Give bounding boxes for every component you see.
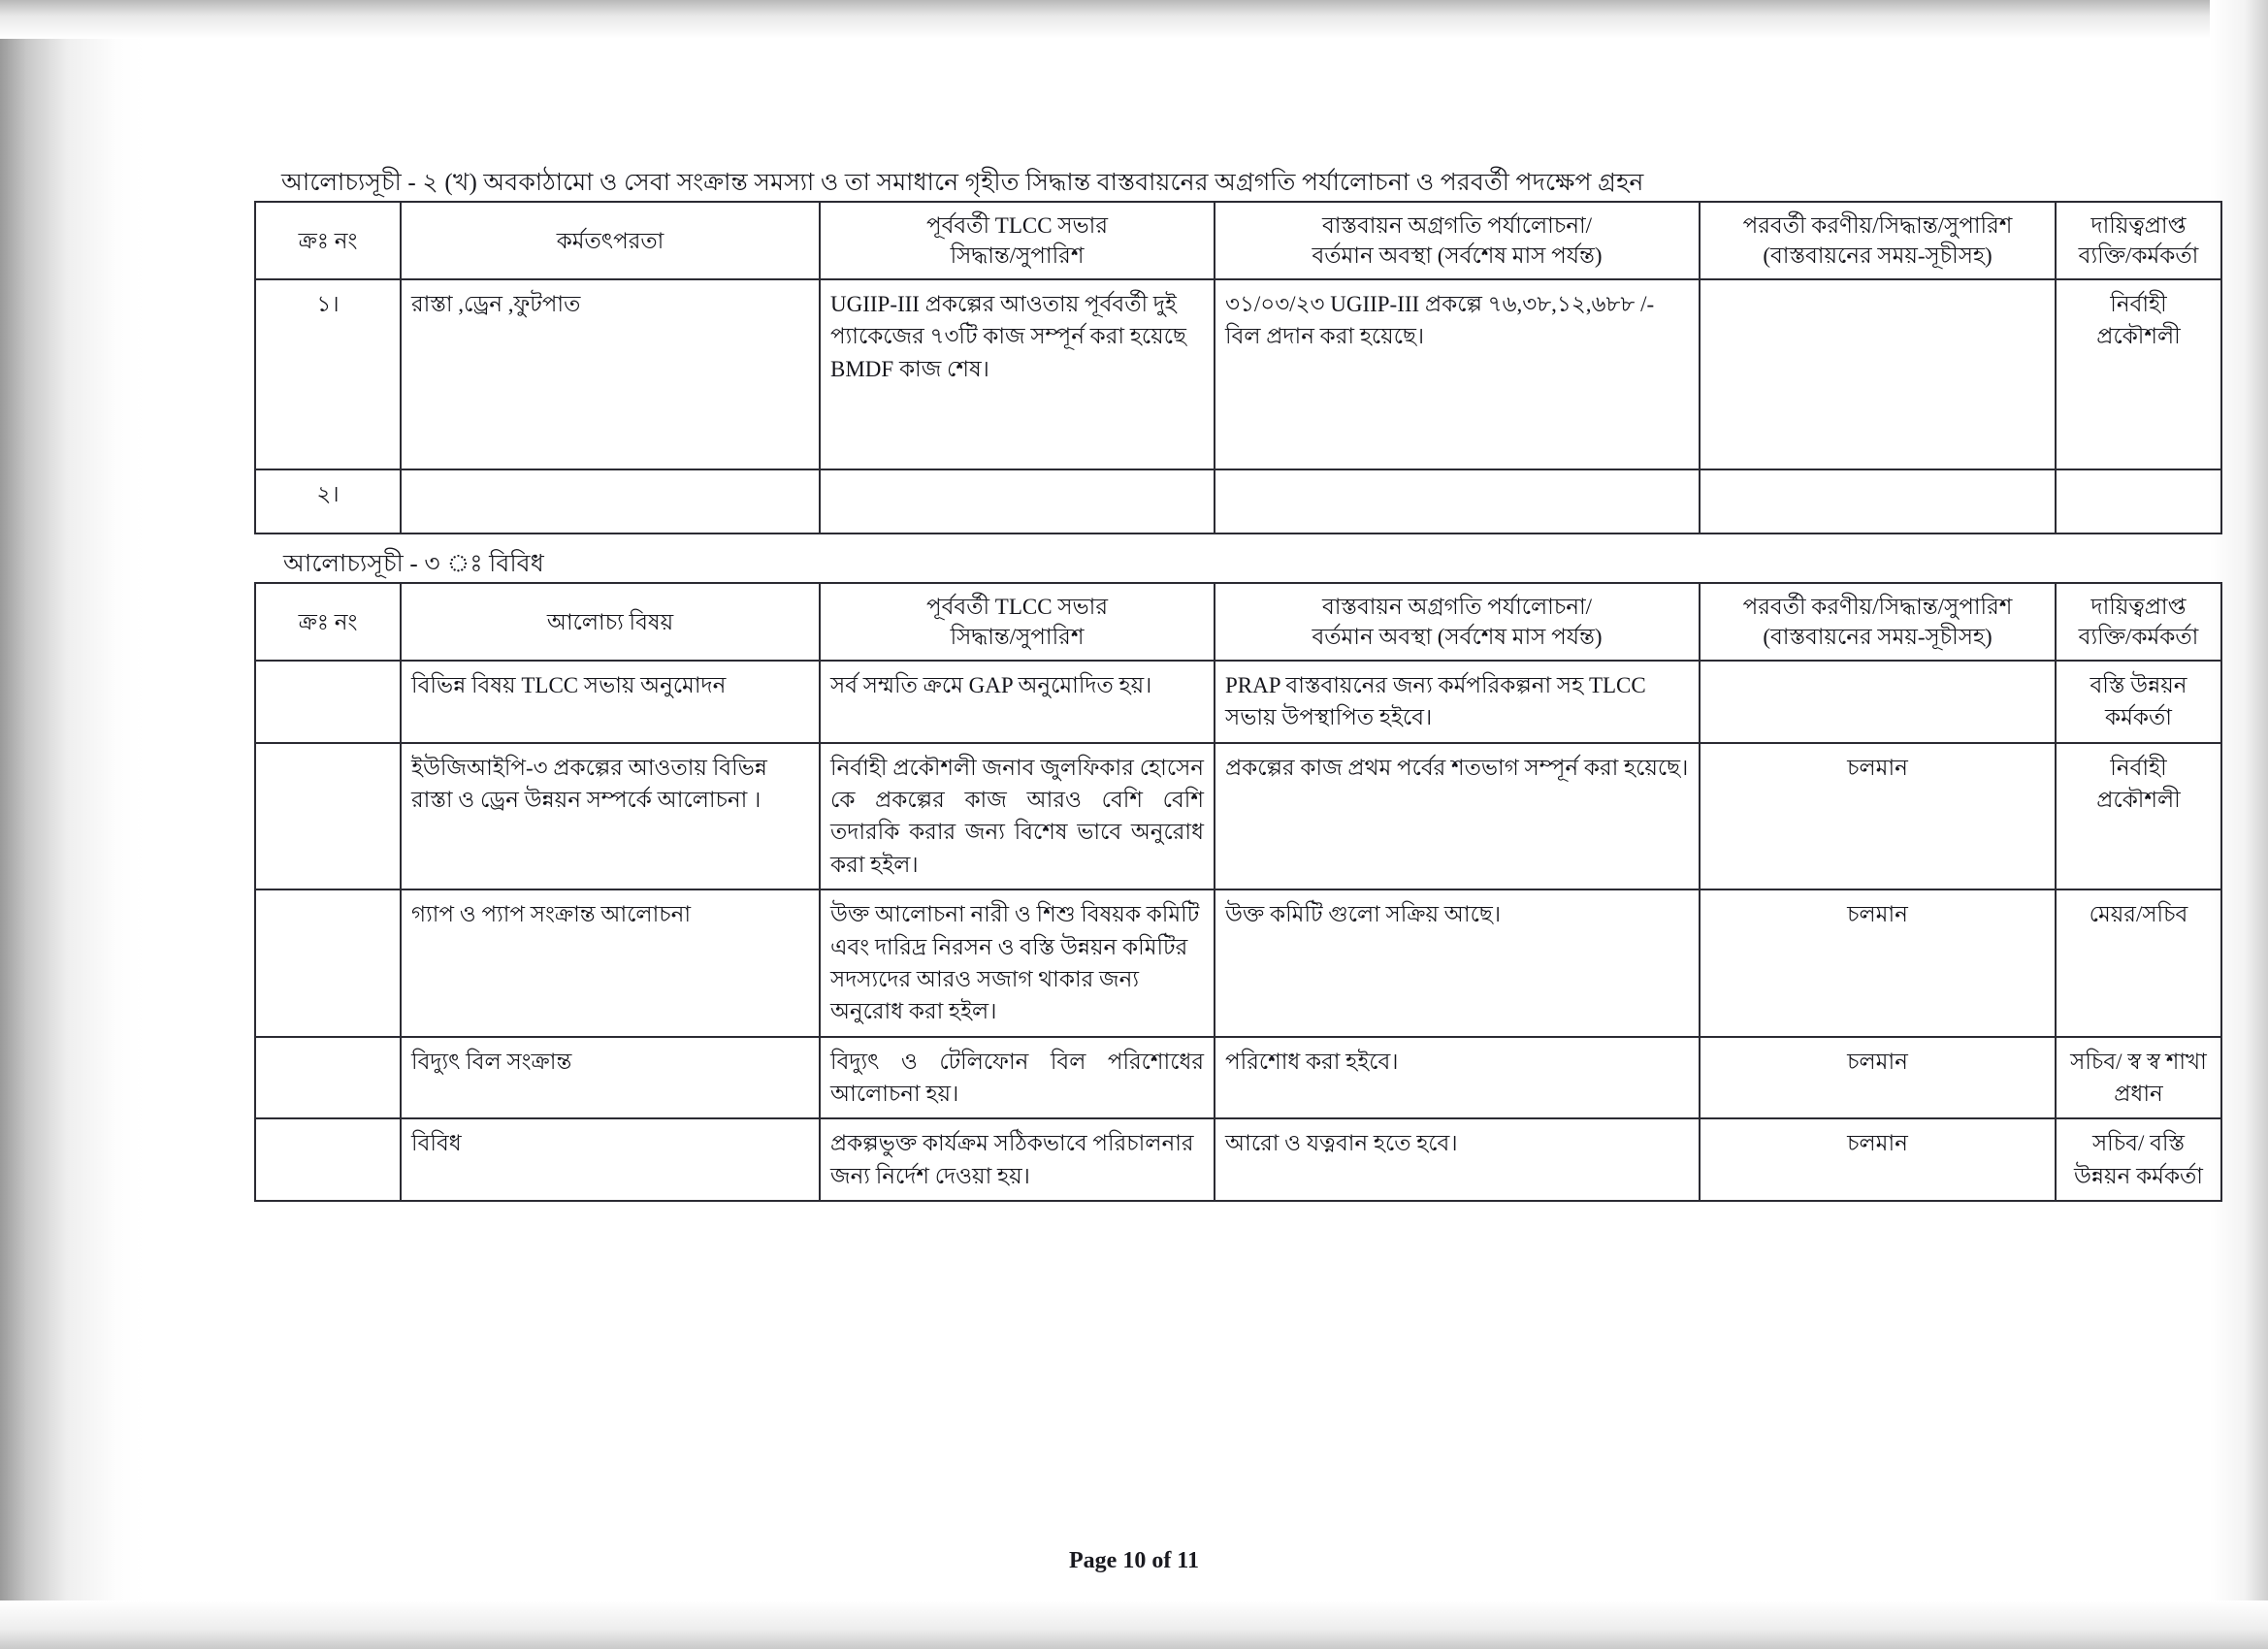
page-footer: Page 10 of 11 bbox=[1069, 1548, 1199, 1573]
section-heading-agenda-3: আলোচ্যসূচী - ৩ ঃ বিবিধ bbox=[283, 551, 544, 577]
column-header-progress bbox=[1215, 583, 1700, 661]
column-header-next-action-line2: (বাস্তবায়নের সময়-সূচীসহ) bbox=[1763, 243, 1993, 269]
table-header-row bbox=[255, 583, 2221, 661]
table-header-row bbox=[255, 202, 2221, 279]
cell-subject: বিভিন্ন বিষয় TLCC সভায় অনুমোদন bbox=[401, 661, 820, 743]
cell-progress bbox=[1215, 469, 1700, 534]
cell-serial bbox=[255, 661, 401, 743]
cell-next-action bbox=[1700, 469, 2056, 534]
column-header-activity bbox=[401, 202, 820, 279]
cell-serial bbox=[255, 1037, 401, 1119]
column-header-previous-decision bbox=[820, 583, 1215, 661]
cell-responsible: নির্বাহী প্রকৌশলী bbox=[2056, 743, 2221, 889]
cell-progress: PRAP বাস্তবায়নের জন্য কর্মপরিকল্পনা সহ TLCC সভায় উপস্থাপিত হইবে। bbox=[1215, 661, 1700, 743]
cell-progress: পরিশোধ করা হইবে। bbox=[1215, 1037, 1700, 1119]
cell-progress: ৩১/০৩/২৩ UGIIP-III প্রকল্পে ৭৬,৩৮,১২,৬৮৮ /- বিল প্রদান করা হয়েছে। bbox=[1215, 279, 1700, 469]
column-header-previous-decision-line1: পূর্ববর্তী TLCC সভার bbox=[926, 213, 1108, 238]
table-row bbox=[255, 1037, 2221, 1119]
column-header-next-action bbox=[1700, 583, 2056, 661]
column-header-previous-decision-line2: সিদ্ধান্ত/সুপারিশ bbox=[950, 625, 1085, 650]
table-row bbox=[255, 661, 2221, 743]
cell-next-action: চলমান bbox=[1700, 1118, 2056, 1201]
cell-progress: উক্ত কমিটি গুলো সক্রিয় আছে। bbox=[1215, 889, 1700, 1036]
cell-serial: ২। bbox=[255, 469, 401, 534]
table-row bbox=[255, 279, 2221, 469]
column-header-subject-line1: আলোচ্য বিষয় bbox=[546, 609, 674, 634]
cell-previous-decision: সর্ব সম্মতি ক্রমে GAP অনুমোদিত হয়। bbox=[820, 661, 1215, 743]
cell-activity bbox=[401, 469, 820, 534]
column-header-progress-line2: বর্তমান অবস্থা (সর্বশেষ মাস পর্যন্ত) bbox=[1312, 243, 1603, 269]
cell-responsible bbox=[2056, 469, 2221, 534]
cell-subject: বিদ্যুৎ বিল সংক্রান্ত bbox=[401, 1037, 820, 1119]
column-header-next-action bbox=[1700, 202, 2056, 279]
cell-responsible: নির্বাহী প্রকৌশলী bbox=[2056, 279, 2221, 469]
cell-next-action: চলমান bbox=[1700, 889, 2056, 1036]
table-row bbox=[255, 469, 2221, 534]
agenda-3-table bbox=[254, 582, 2222, 1202]
column-header-serial bbox=[255, 202, 401, 279]
cell-next-action: চলমান bbox=[1700, 1037, 2056, 1119]
cell-activity: রাস্তা ,ড্রেন ,ফুটপাত bbox=[401, 279, 820, 469]
column-header-previous-decision bbox=[820, 202, 1215, 279]
column-header-progress-line1: বাস্তবায়ন অগ্রগতি পর্যালোচনা/ bbox=[1321, 595, 1593, 619]
column-header-serial bbox=[255, 583, 401, 661]
cell-previous-decision: বিদ্যুৎ ও টেলিফোন বিল পরিশোধের আলোচনা হয়। bbox=[820, 1037, 1215, 1119]
cell-previous-decision bbox=[820, 469, 1215, 534]
column-header-progress bbox=[1215, 202, 1700, 279]
cell-responsible: সচিব/ বস্তি উন্নয়ন কর্মকর্তা bbox=[2056, 1118, 2221, 1201]
column-header-subject bbox=[401, 583, 820, 661]
column-header-next-action-line1: পরবর্তী করণীয়/সিদ্ধান্ত/সুপারিশ bbox=[1742, 213, 2013, 238]
cell-progress: আরো ও যত্নবান হতে হবে। bbox=[1215, 1118, 1700, 1201]
cell-next-action: চলমান bbox=[1700, 743, 2056, 889]
cell-next-action bbox=[1700, 661, 2056, 743]
section-heading-agenda-2b: আলোচ্যসূচী - ২ (খ) অবকাঠামো ও সেবা সংক্রান্ত সমস্যা ও তা সমাধানে গৃহীত সিদ্ধান্ত বাস্তবায়নের অগ্রগতি পর্যালোচনা ও পরবর্তী পদক্ষেপ গ্রহন bbox=[281, 170, 1644, 196]
column-header-serial-line1: ক্রঃ নং bbox=[298, 609, 358, 634]
column-header-progress-line1: বাস্তবায়ন অগ্রগতি পর্যালোচনা/ bbox=[1321, 213, 1593, 238]
column-header-previous-decision-line1: পূর্ববর্তী TLCC সভার bbox=[926, 595, 1108, 619]
cell-progress: প্রকল্পের কাজ প্রথম পর্বের শতভাগ সম্পূর্ন করা হয়েছে। bbox=[1215, 743, 1700, 889]
cell-subject: গ্যাপ ও প্যাপ সংক্রান্ত আলোচনা bbox=[401, 889, 820, 1036]
column-header-next-action-line2: (বাস্তবায়নের সময়-সূচীসহ) bbox=[1763, 625, 1993, 650]
cell-previous-decision: উক্ত আলোচনা নারী ও শিশু বিষয়ক কমিটি এবং দারিদ্র নিরসন ও বস্তি উন্নয়ন কমিটির সদস্যদের আরও সজাগ থাকার জন্য অনুরোধ করা হইল। bbox=[820, 889, 1215, 1036]
cell-previous-decision: UGIIP-III প্রকল্পের আওতায় পূর্ববর্তী দুই প্যাকেজের ৭৩টি কাজ সম্পূর্ন করা হয়েছে BMDF কাজ শেষ। bbox=[820, 279, 1215, 469]
cell-responsible: মেয়র/সচিব bbox=[2056, 889, 2221, 1036]
table-row bbox=[255, 1118, 2221, 1201]
agenda-2b-table bbox=[254, 201, 2222, 534]
table-row bbox=[255, 889, 2221, 1036]
cell-subject: ইউজিআইপি-৩ প্রকল্পের আওতায় বিভিন্ন রাস্তা ও ড্রেন উন্নয়ন সম্পর্কে আলোচনা । bbox=[401, 743, 820, 889]
cell-responsible: বস্তি উন্নয়ন কর্মকর্তা bbox=[2056, 661, 2221, 743]
cell-next-action bbox=[1700, 279, 2056, 469]
column-header-activity-line1: কর্মতৎপরতা bbox=[556, 228, 664, 253]
table-row bbox=[255, 743, 2221, 889]
cell-serial: ১। bbox=[255, 279, 401, 469]
column-header-next-action-line1: পরবর্তী করণীয়/সিদ্ধান্ত/সুপারিশ bbox=[1742, 595, 2013, 619]
column-header-responsible-line1: দায়িত্বপ্রাপ্ত ব্যক্তি/কর্মকর্তা bbox=[2078, 213, 2199, 269]
cell-subject: বিবিধ bbox=[401, 1118, 820, 1201]
column-header-responsible bbox=[2056, 202, 2221, 279]
cell-responsible: সচিব/ স্ব স্ব শাখা প্রধান bbox=[2056, 1037, 2221, 1119]
cell-serial bbox=[255, 743, 401, 889]
column-header-serial-line1: ক্রঃ নং bbox=[298, 228, 358, 253]
cell-serial bbox=[255, 889, 401, 1036]
column-header-progress-line2: বর্তমান অবস্থা (সর্বশেষ মাস পর্যন্ত) bbox=[1312, 625, 1603, 650]
cell-serial bbox=[255, 1118, 401, 1201]
column-header-responsible bbox=[2056, 583, 2221, 661]
column-header-previous-decision-line2: সিদ্ধান্ত/সুপারিশ bbox=[950, 243, 1085, 269]
column-header-responsible-line1: দায়িত্বপ্রাপ্ত ব্যক্তি/কর্মকর্তা bbox=[2078, 595, 2199, 650]
cell-previous-decision: প্রকল্পভুক্ত কার্যক্রম সঠিকভাবে পরিচালনার জন্য নির্দেশ দেওয়া হয়। bbox=[820, 1118, 1215, 1201]
cell-previous-decision: নির্বাহী প্রকৌশলী জনাব জুলফিকার হোসেন কে প্রকল্পের কাজ আরও বেশি বেশি তদারকি করার জন্য বিশেষ ভাবে অনুরোধ করা হইল। bbox=[820, 743, 1215, 889]
